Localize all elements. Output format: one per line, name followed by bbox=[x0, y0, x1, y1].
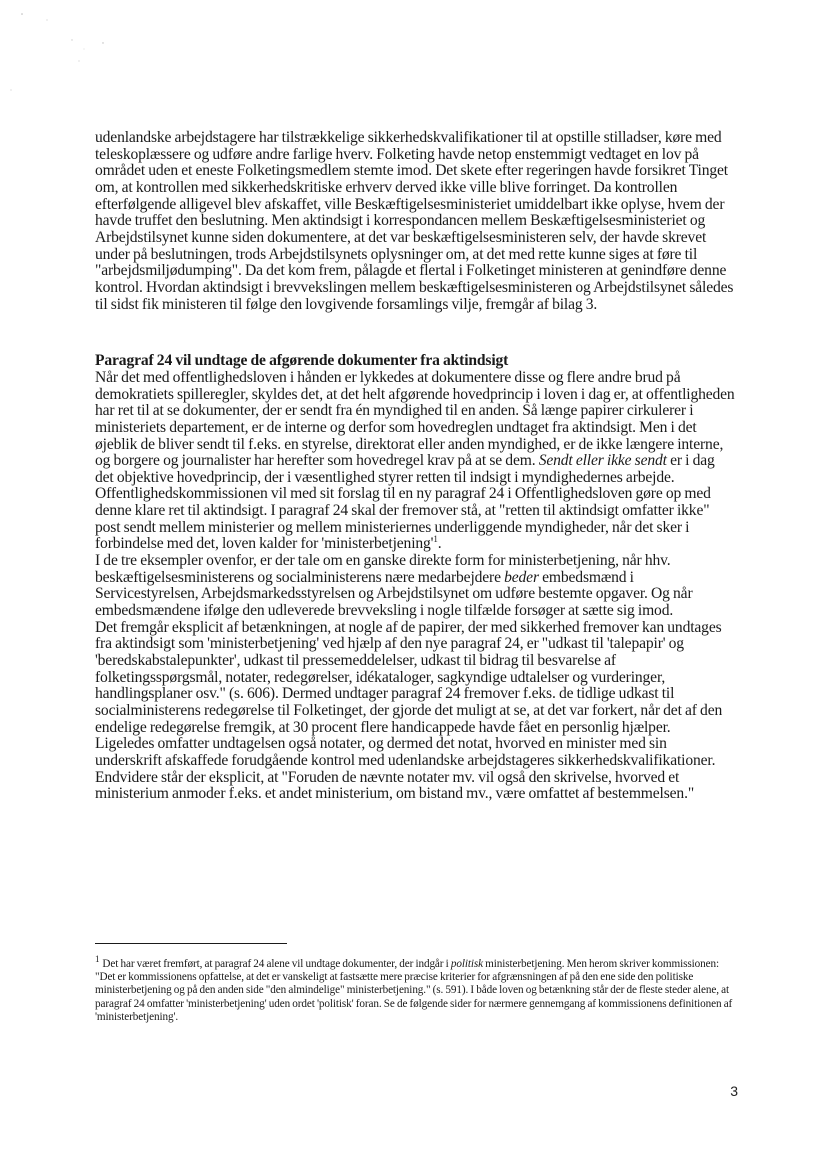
paragraph-text: I de tre eksempler ovenfor, er der tale om en ganske direkte form for ministerbetjening, når hhv. beskæftigelsesministerens og socialministerens nære medarbejdere bbox=[95, 552, 671, 586]
page-number: 3 bbox=[730, 1083, 738, 1099]
footnote-divider bbox=[95, 943, 287, 944]
paragraph bbox=[95, 553, 735, 620]
section-heading: Paragraf 24 vil undtage de afgørende dokumenter fra aktindsigt bbox=[95, 352, 509, 370]
paragraph: udenlandske arbejdstagere har tilstrækkelige sikkerhedskvalifikationer til at opstille stilladser, køre med teleskoplæssere og udføre andre farlige hverv. Folketing havde netop enstemmigt vedtaget en lov på området uden et eneste Folketingsmedlem stemte imod. Det skete efter regeringen havde forsikret Tinget om, at kontrollen med sikkerhedskritiske erhverv derved ikke ville blive forringet. Da kontrollen efterfølgende alligevel blev afskaffet, ville Beskæftigelsesministeriet umiddelbart ikke oplyse, hvem der havde truffet den beslutning. Men aktindsigt i korrespondancen mellem Beskæftigelsesministeriet og Arbejdstilsynet kunne siden dokumentere, at det var beskæftigelsesministeren selv, der havde skrevet under på beslutningen, trods Arbejdstilsynets oplysninger om, at det med rette kunne siges at føre til "arbejdsmiljødumping". Da det kom frem, pålagde et flertal i Folketinget ministeren at genindføre denne kontrol. Hvordan aktindsigt i brevvekslingen mellem beskæftigelsesministeren og Arbejdstilsynet således til sidst fik ministeren til følge den lovgivende forsamlings vilje, fremgår af bilag 3. bbox=[95, 129, 734, 313]
paragraph: Det fremgår eksplicit af betænkningen, at nogle af de papirer, der med sikkerhed fremover kan undtages fra aktindsigt som 'ministerbetjening' ved hjælp af den nye paragraf 24, er "udkast til 'talepapir' og 'beredskabstalepunkter', udkast til pressemeddelelser, udkast til bidrag til besvarelse af folketingsspørgsmål, notater, redegørelser, idékataloger, sagkyndige udtalelser og vurderinger, handlingsplaner osv." (s. 606). Dermed undtager paragraf 24 fremover f.eks. de tidlige udkast til socialministerens redegørelse til Folketinget, der gjorde det muligt at se, at det var forkert, når det af den endelige redegørelse fremgik, at 30 procent flere handicappede havde fået en personlig hjælper. bbox=[95, 618, 723, 736]
section-gap bbox=[95, 313, 735, 353]
emphasis-text: beder bbox=[504, 568, 539, 586]
paragraph-text: er i dag det objektive hovedprincip, der i væsentlighed styrer retten til indsigt i myndighedernes arbejde. bbox=[95, 452, 715, 486]
paragraph bbox=[95, 486, 735, 553]
footnote-emphasis: politisk bbox=[450, 958, 483, 970]
footnote-text bbox=[95, 954, 735, 1024]
main-text bbox=[95, 130, 735, 803]
paragraph-text: . bbox=[437, 535, 442, 553]
paragraph-text: Når det med offentlighedsloven i hånden er lykkedes at dokumentere disse og flere andre brud på demokratiets spilleregler, skyldes det, at det helt afgørende hovedprincip i loven i dag er, at offentligheden har ret til at se dokumenter, der er sendt fra én myndighed til en anden. Så længe papirer cirkulerer i ministeriets departement, er de interne og derfor som hovedreglen undtaget fra aktindsigt. Men i det øjeblik de bliver sendt til f.eks. en styrelse, direktorat eller anden myndighed, er de ikke længere interne, og borgere og journalister har herefter som hovedregel krav på at se dem. bbox=[95, 368, 735, 470]
paragraph: Ligeledes omfatter undtagelsen også notater, og dermed det notat, hvorved en minister med sin underskrift afskaffede forudgående kontrol med udenlandske arbejdstageres sikkerhedskvalifikationer. bbox=[95, 735, 716, 769]
footnote bbox=[95, 954, 735, 1024]
footnote-mark: 1 bbox=[95, 954, 100, 965]
footnote-text-part: Det har været fremført, at paragraf 24 alene vil undtage dokumenter, der indgår i bbox=[102, 958, 451, 970]
scan-specks bbox=[0, 0, 826, 140]
footnote-reference[interactable]: 1 bbox=[433, 534, 438, 545]
paragraph bbox=[95, 370, 735, 487]
paragraph-text: embedsmænd i Servicestyrelsen, Arbejdsmarkedsstyrelsen og Arbejdstilsynet om udføre bestemte opgaver. Og når embedsmændene ifølge den udleverede brevveksling i nogle tilfælde forsøger at sætte sig imod. bbox=[95, 568, 693, 620]
footnote-text-part: ministerbetjening. Men herom skriver kommissionen: "Det er kommissionens opfattelse, at det er vanskeligt at fastsætte mere præcise kriterier for afgrænsningen af på den ene side den politiske ministerbetjening og på den anden side "den almindelige" ministerbetjening." (s. 591). I både loven og betænkning står der de fleste steder alene, at paragraf 24 omfatter 'ministerbetjening' uden ordet 'politisk' foran. Se de følgende sider for nærmere gennemgang af kommissionens definitionen af 'ministerbetjening'. bbox=[95, 958, 733, 1023]
paragraph-text: Offentlighedskommissionen vil med sit forslag til en ny paragraf 24 i Offentlighedsloven gøre op med denne klare ret til aktindsigt. I paragraf 24 skal der fremover stå, at "retten til aktindsigt omfatter ikke" post sendt mellem ministerier og mellem ministeriernes underliggende myndigheder, når det sker i forbindelse med det, loven kalder for 'ministerbetjening' bbox=[95, 485, 711, 553]
emphasis-text: Sendt eller ikke sendt bbox=[538, 452, 667, 470]
paragraph: Endvidere står der eksplicit, at "Foruden de nævnte notater mv. vil også den skrivelse, hvorved et ministerium anmoder f.eks. et andet ministerium, om bistand mv., være omfattet af bestemmelsen." bbox=[95, 768, 695, 803]
